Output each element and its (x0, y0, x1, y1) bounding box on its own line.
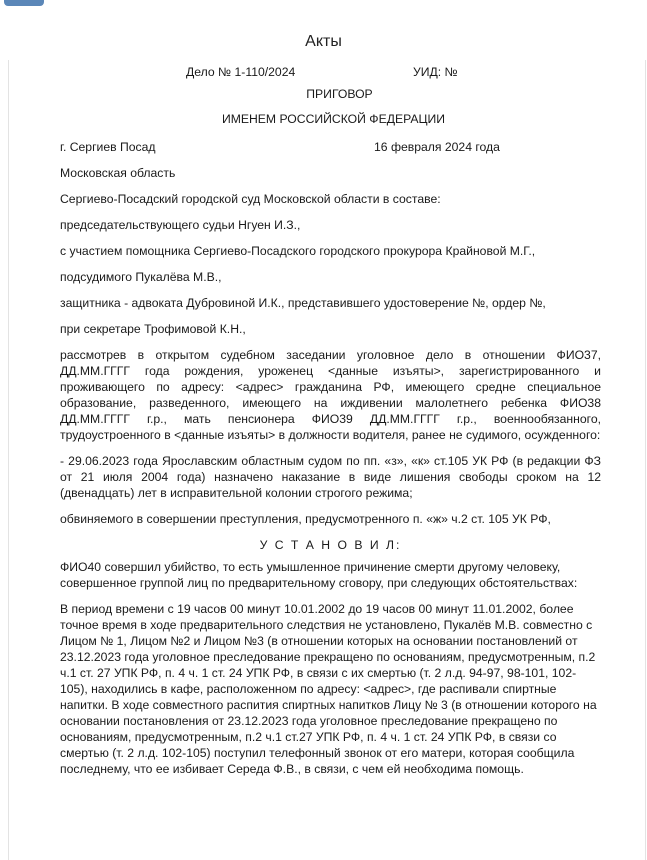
case-header (60, 64, 601, 82)
paragraph: Сергиево-Посадский городской суд Московской области в составе: (60, 192, 441, 206)
verdict-date: 16 февраля 2024 года (374, 140, 500, 154)
paragraph: подсудимого Пукалёва М.В., (60, 270, 222, 284)
in-name-of-heading: ИМЕНЕМ РОССИЙСКОЙ ФЕДЕРАЦИИ (221, 112, 446, 126)
place-date-line (60, 139, 601, 155)
paragraph: обвиняемого в совершении преступления, предусмотренного п. «ж» ч.2 ст. 105 УК РФ, (60, 512, 551, 526)
verdict-heading: ПРИГОВОР (306, 87, 373, 101)
paragraph: - 29.06.2023 года Ярославским областным судом по пп. «з», «к» ст.105 УК РФ (в редакции ФЗ от 21 июля 2004 года) назначено наказание в виде лишения свободы сроком на 12 (двенадцать) лет в исправительной колонии строгого режима; (60, 454, 601, 500)
paragraph: с участием помощника Сергиево-Посадского городского прокурора Крайновой М.Г., (60, 244, 536, 258)
place: г. Сергиев Посад (60, 140, 156, 154)
ustanovil-heading: У С Т А Н О В И Л: (259, 538, 402, 552)
uid-label: УИД: № (413, 65, 458, 79)
case-number: Дело № 1-110/2024 (186, 65, 296, 79)
page-title: Акты (305, 33, 342, 50)
paragraph: ФИО40 совершил убийство, то есть умышленное причинение смерти другому человеку, совершенное группой лиц по предварительному сговору, при следующих обстоятельствах: (60, 560, 578, 590)
paragraph: председательствующего судьи Нгуен И.З., (60, 218, 301, 232)
paragraph: рассмотрев в открытом судебном заседании уголовное дело в отношении ФИО37, ДД.ММ.ГГГГ года рождения, уроженец <данные изъяты>, зарегистрированного и проживающего по адресу: <адрес> гражданина РФ, имеющего средне специальное образование, разведенного, имеющего на иждивении малолетнего ребенка ФИО38 ДД.ММ.ГГГГ г.р., мать пенсионера ФИО39 ДД.ММ.ГГГГ г.р., военнообязанного, трудоустроенного в <данные изъяты> в должности водителя, ранее не судимого, осужденного: (60, 348, 601, 442)
paragraph: защитника - адвоката Дубровиной И.К., представившего удостоверение №, ордер №, (60, 296, 546, 310)
menu-button[interactable] (4, 0, 44, 6)
verdict-document (60, 64, 601, 777)
paragraph: при секретаре Трофимовой К.Н., (60, 322, 246, 336)
paragraph: Московская область (60, 166, 176, 180)
paragraph: В период времени с 19 часов 00 минут 10.01.2002 до 19 часов 00 минут 11.01.2002, более точное время в ходе предварительного следствия не установлено, Пукалёв М.В. совместно с Лицом № 1, Лицом №2 и Лицом №3 (в отношении которых на основании постановлений от 23.12.2023 года уголовное преследование прекращено по основаниям, предусмотренным, п.2 ч.1 ст. 27 УПК РФ, п. 4 ч. 1 ст. 24 УПК РФ, в связи с их смертью (т. 2 л.д. 94-97, 98-101, 102-105), находились в кафе, расположенном по адресу: <адрес>, где распивали спиртные напитки. В ходе совместного распития спиртных напитков Лицу № 3 (в отношении которого на основании постановления от 23.12.2023 года уголовное преследование прекращено по основаниям, предусмотренным, п.2 ч.1 ст.27 УПК РФ, п. 4 ч. 1 ст. 24 УПК РФ, в связи со смертью (т. 2 л.д. 102-105) поступил телефонный звонок от его матери, которая сообщила последнему, что ее избивает Середа Ф.В., в связи, с чем ей необходима помощь. (60, 602, 597, 776)
